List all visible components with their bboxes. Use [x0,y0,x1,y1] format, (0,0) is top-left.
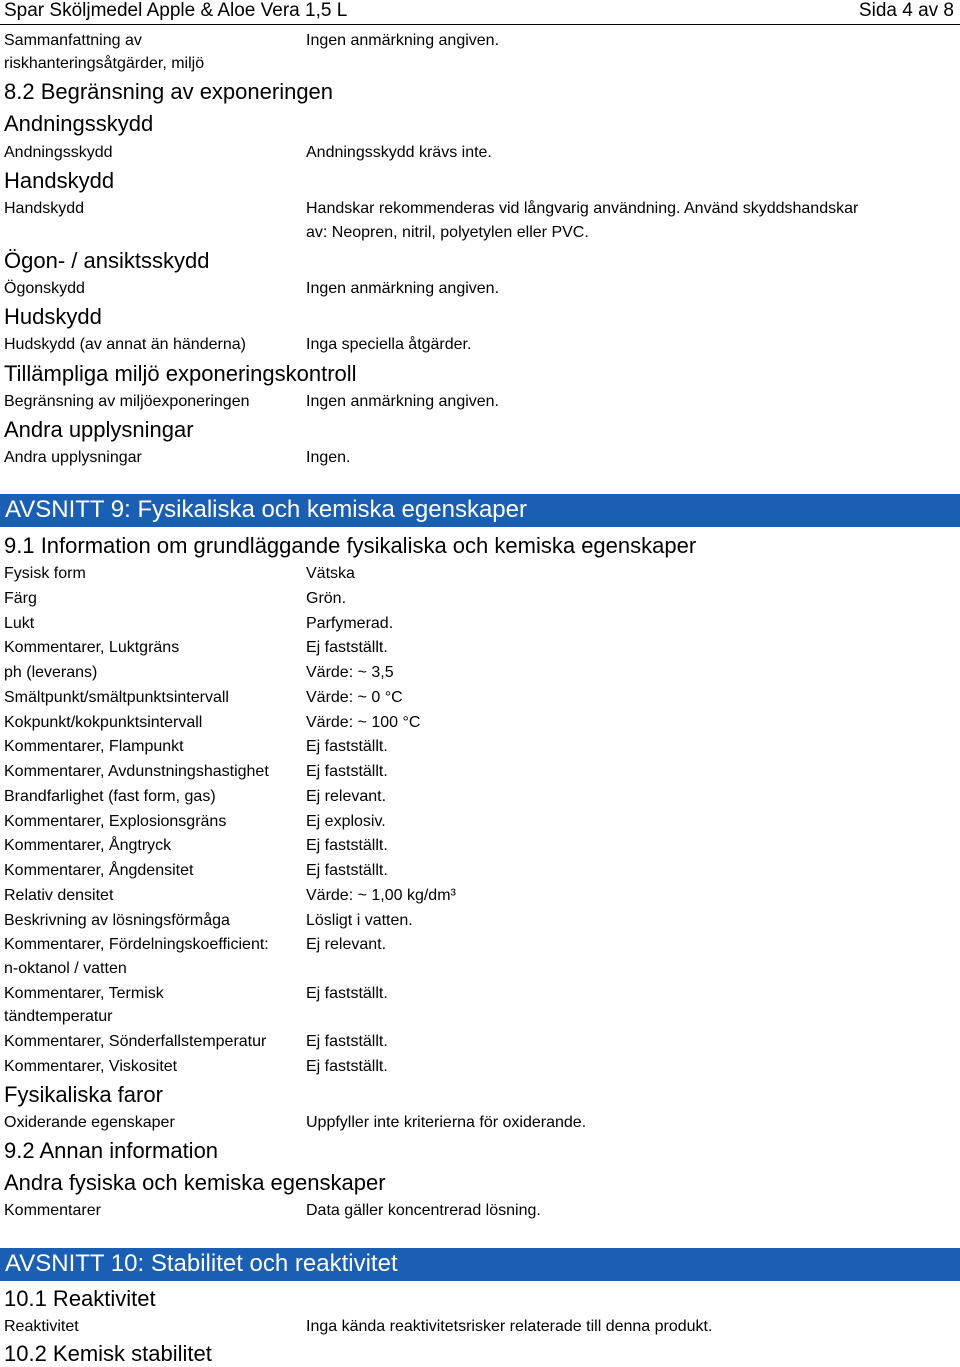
environmental-exposure-heading: Tillämpliga miljö exponeringskontroll [4,361,357,386]
partition-coefficient-label-line-2: n-oktanol / vatten [4,960,127,977]
comments-value: Data gäller koncentrerad lösning. [306,1202,541,1219]
environmental-exposure-value: Ingen anmärkning angiven. [306,393,500,410]
ignition-temperature-label-line-2: tändtemperatur [4,1008,113,1025]
other-properties-heading: Andra fysiska och kemiska egenskaper [4,1170,386,1195]
property-label: Kommentarer, Luktgräns [4,639,180,656]
property-value: Lösligt i vatten. [306,912,413,929]
decomposition-temperature-value: Ej fastställt. [306,1033,388,1050]
property-label: Fysisk form [4,565,86,582]
property-label: ph (leverans) [4,664,98,681]
property-label: Färg [4,590,37,607]
document-title: Spar Sköljmedel Apple & Aloe Vera 1,5 L [4,0,348,21]
property-value: Ej fastställt. [306,763,388,780]
hand-protection-label: Handskydd [4,200,85,217]
ignition-temperature-label-line-1: Kommentarer, Termisk [4,985,164,1002]
respiratory-heading: Andningsskydd [4,111,154,136]
hand-protection-value-line-1: Handskar rekommenderas vid långvarig användning. Använd skyddshandskar [306,200,859,217]
property-label: Relativ densitet [4,887,114,904]
property-label: Kokpunkt/kokpunktsintervall [4,714,203,731]
reactivity-label: Reaktivitet [4,1318,79,1335]
hand-protection-heading: Handskydd [4,168,115,193]
page-number: Sida 4 av 8 [858,0,954,21]
skin-protection-value: Inga speciella åtgärder. [306,336,472,353]
section-9-banner-title: AVSNITT 9: Fysikaliska och kemiska egenskaper [5,496,527,523]
partition-coefficient-label-line-1: Kommentarer, Fördelningskoefficient: [4,936,269,953]
property-value: Ej fastställt. [306,639,388,656]
property-label: Kommentarer, Flampunkt [4,738,184,755]
property-label: Brandfarlighet (fast form, gas) [4,788,216,805]
respiratory-value: Andningsskydd krävs inte. [306,144,492,161]
property-value: Värde: ~ 3,5 [306,664,394,681]
property-label: Kommentarer, Explosionsgräns [4,813,227,830]
section-9-banner [0,494,960,527]
property-label: Smältpunkt/smältpunktsintervall [4,689,229,706]
property-value: Värde: ~ 0 °C [306,689,403,706]
property-value: Ej relevant. [306,788,387,805]
section-10-banner [0,1248,960,1281]
section-10-banner-title: AVSNITT 10: Stabilitet och reaktivitet [5,1250,398,1277]
skin-protection-heading: Hudskydd [4,304,102,329]
environmental-exposure-label: Begränsning av miljöexponeringen [4,393,250,410]
oxidizing-value: Uppfyller inte kriterierna för oxiderande. [306,1114,587,1131]
property-value: Parfymerad. [306,615,394,632]
section-9-2-title: 9.2 Annan information [4,1138,219,1163]
property-value: Ej fastställt. [306,862,388,879]
viscosity-value: Ej fastställt. [306,1058,388,1075]
eye-protection-value: Ingen anmärkning angiven. [306,280,500,297]
summary-value: Ingen anmärkning angiven. [306,32,500,49]
other-information-heading: Andra upplysningar [4,417,194,442]
property-label: Kommentarer, Ångdensitet [4,862,194,879]
decomposition-temperature-label: Kommentarer, Sönderfallstemperatur [4,1033,267,1050]
other-information-value: Ingen. [306,449,351,466]
property-value: Ej fastställt. [306,738,388,755]
property-value: Värde: ~ 100 °C [306,714,421,731]
physical-hazards-heading: Fysikaliska faror [4,1082,163,1107]
eye-protection-heading: Ögon- / ansiktsskydd [4,248,210,273]
header-divider [0,24,960,25]
property-value: Värde: ~ 1,00 kg/dm³ [306,887,456,904]
property-label: Kommentarer, Ångtryck [4,837,172,854]
respiratory-label: Andningsskydd [4,144,113,161]
summary-label-line-2: riskhanteringsåtgärder, miljö [4,55,205,72]
eye-protection-label: Ögonskydd [4,280,85,297]
other-information-label: Andra upplysningar [4,449,142,466]
hand-protection-value-line-2: av: Neopren, nitril, polyetylen eller PVC. [306,224,589,241]
oxidizing-label: Oxiderande egenskaper [4,1114,175,1131]
property-label: Lukt [4,615,35,632]
section-9-1-title: 9.1 Information om grundläggande fysikaliska och kemiska egenskaper [4,533,697,558]
ignition-temperature-value: Ej fastställt. [306,985,388,1002]
section-10-1-title: 10.1 Reaktivitet [4,1286,156,1311]
viscosity-label: Kommentarer, Viskositet [4,1058,178,1075]
comments-label: Kommentarer [4,1202,101,1219]
property-value: Ej explosiv. [306,813,386,830]
reactivity-value: Inga kända reaktivitetsrisker relaterade till denna produkt. [306,1318,713,1335]
section-8-2-title: 8.2 Begränsning av exponeringen [4,79,334,104]
property-value: Vätska [306,565,355,582]
partition-coefficient-value: Ej relevant. [306,936,387,953]
section-10-2-title: 10.2 Kemisk stabilitet [4,1341,212,1366]
property-value: Ej fastställt. [306,837,388,854]
summary-label-line-1: Sammanfattning av [4,32,142,49]
property-label: Beskrivning av lösningsförmåga [4,912,230,929]
skin-protection-label: Hudskydd (av annat än händerna) [4,336,246,353]
property-label: Kommentarer, Avdunstningshastighet [4,763,269,780]
property-value: Grön. [306,590,347,607]
